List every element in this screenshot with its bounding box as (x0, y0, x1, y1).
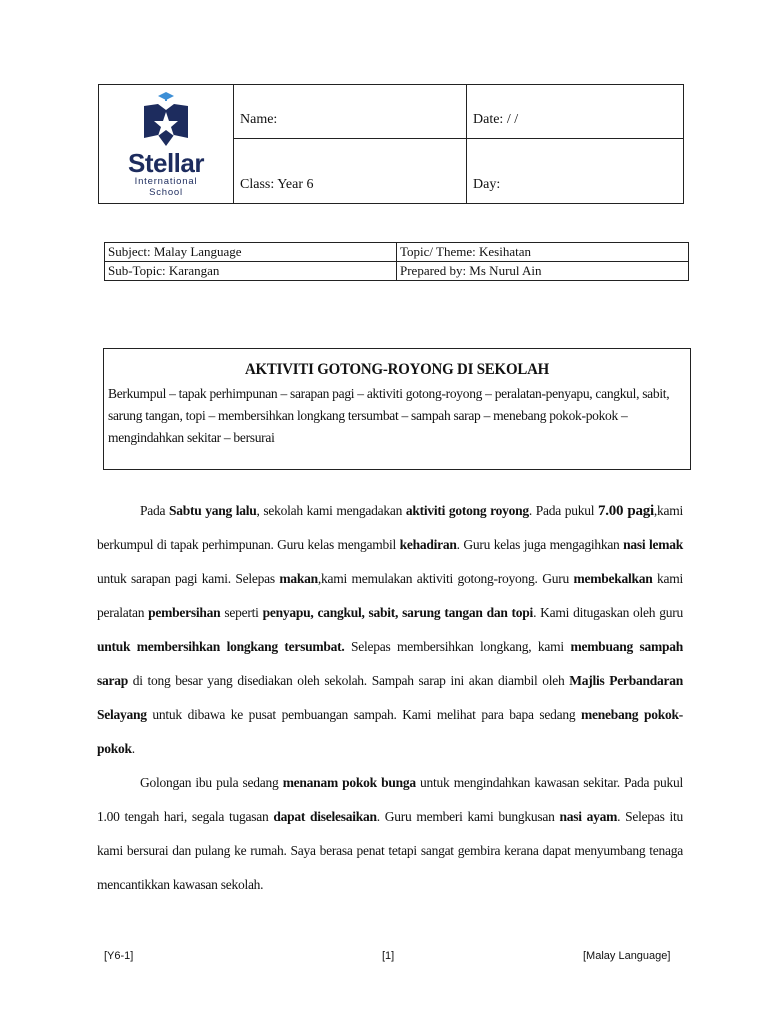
essay-bold-phrase: Majlis Perbandaran Selayang (97, 673, 683, 722)
essay-text: . Guru kelas juga mengagihkan (456, 537, 624, 552)
date-cell[interactable] (467, 85, 684, 139)
topic-cell: Topic/ Theme: Kesihatan (397, 243, 689, 262)
logo-wordmark: Stellar (128, 148, 204, 178)
subject-info-table (104, 242, 689, 281)
essay-text: . Kami ditugaskan oleh guru (533, 605, 683, 620)
book-star-icon (136, 90, 196, 148)
essay-text: kami peralatan (97, 571, 683, 620)
essay-bold-phrase: penyapu, cangkul, sabit, sarung tangan dan topi (262, 605, 534, 620)
essay-text: . (131, 741, 135, 756)
footer-class-code: [Y6-1] (104, 950, 134, 962)
essay-bold-phrase: dapat diselesaikan (273, 809, 377, 824)
essay-bold-phrase: nasi ayam (559, 809, 618, 824)
essay-bold-phrase: pembersihan (148, 605, 221, 620)
logo-subtitle-line2: School (149, 187, 183, 198)
day-cell[interactable] (467, 139, 684, 204)
vocabulary-text: Berkumpul – tapak perhimpunan – sarapan pagi – aktiviti gotong-royong – peralatan-penyapu, cangkul, sabit, sarung tangan, topi – membersihkan longkang tersumbat – sampah sarap – menebang pokok-pokok – mengindahkan sekitar – bersurai (108, 386, 670, 445)
essay-paragraph-1 (97, 494, 683, 766)
subject-cell: Subject: Malay Language (105, 243, 397, 262)
essay-text: seperti (220, 605, 263, 620)
essay-text: ,kami berkumpul di tapak perhimpunan. Guru kelas mengambil (97, 503, 684, 552)
essay-text: . Pada pukul (528, 503, 599, 518)
essay-text: . Selepas itu kami bersurai dan pulang ke rumah. Saya berasa penat tetapi sangat gembira kerana dapat menyumbang tenaga mencantikkan kawasan sekolah. (97, 809, 683, 892)
subtopic-cell: Sub-Topic: Karangan (105, 262, 397, 281)
footer-page-number: [1] (382, 950, 395, 962)
essay-bold-phrase: nasi lemak (623, 537, 683, 552)
essay-text: . Guru memberi kami bungkusan (376, 809, 560, 824)
essay-text: untuk dibawa ke pusat pembuangan sampah. Kami melihat para bapa sedang (146, 707, 582, 722)
essay-bold-phrase: kehadiran (399, 537, 457, 552)
day-label: Day: (473, 177, 501, 192)
prepared-by-cell: Prepared by: Ms Nurul Ain (397, 262, 689, 281)
class-cell[interactable] (234, 139, 467, 204)
essay-bold-phrase: makan (279, 571, 318, 586)
essay-bold-phrase: menanam pokok bunga (282, 775, 416, 790)
vocabulary-box (103, 348, 691, 470)
essay-bold-phrase: menebang pokok-pokok (97, 707, 683, 756)
date-label: Date: / / (473, 112, 519, 127)
essay-text: Selepas membersihkan longkang, kami (344, 639, 571, 654)
essay-text: untuk mengindahkan kawasan sekitar. Pada pukul 1.00 tengah hari, segala tugasan (97, 775, 683, 824)
logo-subtitle-line1: International (134, 176, 198, 187)
name-label: Name: (240, 112, 278, 127)
header-table (98, 84, 684, 204)
logo-cell (99, 85, 234, 204)
essay-bold-phrase: untuk membersihkan longkang tersumbat. (97, 639, 345, 654)
essay-bold-phrase: 7.00 pagi (598, 503, 654, 519)
essay-text: , sekolah kami mengadakan (256, 503, 406, 518)
essay-text: ,kami memulakan aktiviti gotong-royong. Guru (317, 571, 574, 586)
essay-text: untuk sarapan pagi kami. Selepas (97, 571, 280, 586)
name-cell[interactable] (234, 85, 467, 139)
essay-body (97, 494, 683, 902)
essay-text: Pada (140, 503, 169, 518)
essay-bold-phrase: Sabtu yang lalu (169, 503, 257, 518)
class-label: Class: Year 6 (240, 177, 314, 192)
essay-paragraph-2 (97, 766, 683, 902)
essay-bold-phrase: membekalkan (573, 571, 653, 586)
essay-bold-phrase: membuang sampah sarap (97, 639, 684, 688)
essay-text: di tong besar yang disediakan oleh sekolah. Sampah sarap ini akan diambil oleh (128, 673, 570, 688)
essay-text: Golongan ibu pula sedang (140, 775, 283, 790)
school-logo (99, 90, 233, 198)
vocabulary-title: AKTIVITI GOTONG-ROYONG DI SEKOLAH (244, 361, 550, 378)
footer-subject: [Malay Language] (583, 950, 671, 962)
essay-bold-phrase: aktiviti gotong royong (405, 503, 529, 518)
